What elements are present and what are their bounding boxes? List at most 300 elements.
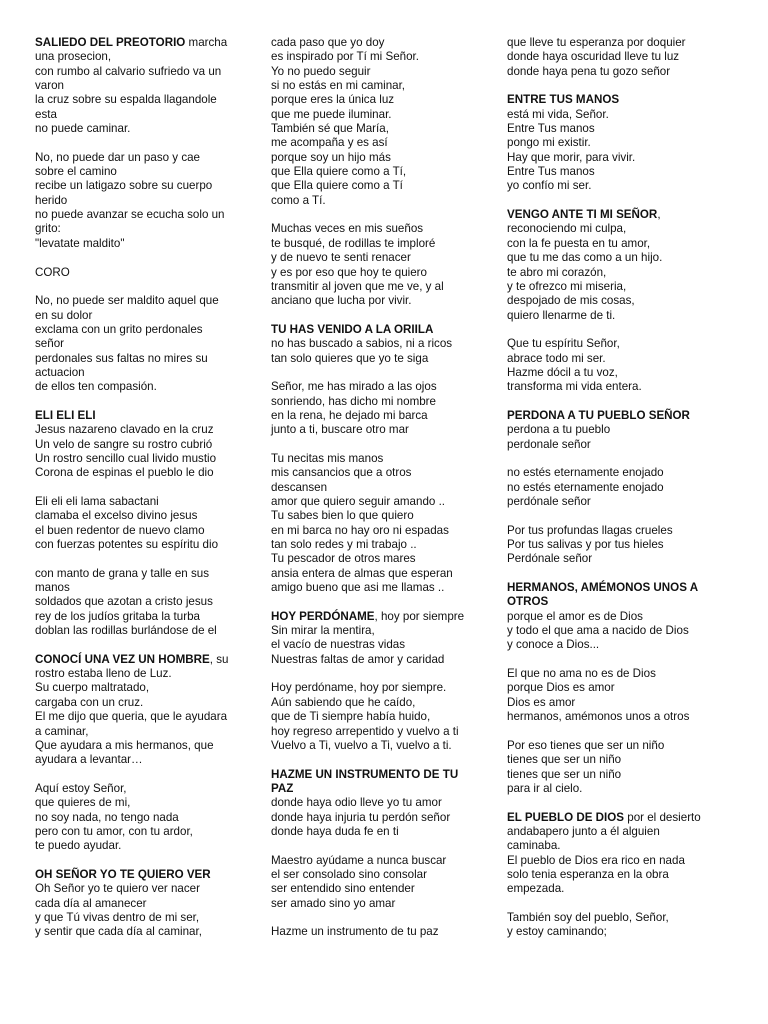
lyric-text: Eli eli eli lama sabactani bbox=[35, 495, 159, 508]
lyric-text: y es por eso que hoy te quiero bbox=[271, 265, 427, 279]
lyric-text: reconociendo mi culpa, bbox=[507, 222, 627, 236]
lyric-text: empezada. bbox=[507, 882, 565, 896]
lyric-line bbox=[35, 93, 257, 107]
lyric-text: No, no puede ser maldito aquel que bbox=[35, 294, 219, 308]
lyric-text: en la rena, he dejado mi barca bbox=[271, 408, 428, 422]
lyric-text: te abro mi corazón, bbox=[507, 265, 607, 279]
blank-line bbox=[271, 839, 493, 853]
lyric-text: CORO bbox=[35, 265, 70, 279]
lyric-line bbox=[507, 739, 739, 753]
lyric-line bbox=[35, 323, 257, 337]
lyric-line bbox=[507, 136, 739, 150]
lyric-text: andabapero junto a él alguien bbox=[507, 824, 660, 838]
lyric-text: Jesus nazareno clavado en la cruz bbox=[35, 423, 214, 437]
lyric-text: Señor, me has mirado a las ojos bbox=[271, 380, 437, 394]
song-title-line bbox=[507, 93, 739, 107]
blank-line bbox=[507, 323, 739, 337]
blank-line bbox=[507, 897, 739, 911]
lyric-text: Sin mirar la mentira, bbox=[271, 624, 375, 638]
lyric-line bbox=[35, 65, 257, 79]
lyric-text: y conoce a Dios... bbox=[507, 638, 600, 652]
lyric-text: Tu pescador de otros mares bbox=[271, 552, 416, 566]
blank-line bbox=[271, 438, 493, 452]
lyric-line bbox=[507, 165, 739, 179]
song-title-line bbox=[35, 409, 257, 423]
lyric-line bbox=[271, 925, 493, 939]
lyric-text: no estés eternamente enojado bbox=[507, 466, 664, 480]
lyric-text: cada día al amanecer bbox=[35, 896, 147, 910]
lyric-text: si no estás en mi caminar, bbox=[271, 79, 406, 93]
lyric-line bbox=[35, 495, 257, 509]
lyric-line bbox=[271, 337, 493, 351]
lyric-line bbox=[35, 911, 257, 925]
lyric-line bbox=[507, 438, 739, 452]
column-1 bbox=[35, 36, 257, 940]
lyric-text: de ellos ten compasión. bbox=[35, 380, 157, 394]
song-title: TU HAS VENIDO A LA ORIILA bbox=[271, 322, 434, 336]
lyric-text: transmitir al joven que me ve, y al bbox=[271, 279, 444, 293]
lyric-text: y sentir que cada día al caminar, bbox=[35, 925, 202, 939]
lyric-line bbox=[271, 725, 493, 739]
lyric-line bbox=[271, 466, 493, 480]
blank-line bbox=[35, 768, 257, 782]
lyric-line bbox=[507, 222, 739, 236]
lyric-line bbox=[35, 897, 257, 911]
song-title: PAZ bbox=[271, 781, 294, 795]
lyric-line bbox=[271, 452, 493, 466]
lyric-line bbox=[507, 495, 739, 509]
lyric-line bbox=[507, 179, 739, 193]
lyric-line bbox=[271, 93, 493, 107]
lyric-text: Por tus salivas y por tus hieles bbox=[507, 538, 664, 552]
lyric-line bbox=[35, 208, 257, 222]
lyric-line bbox=[35, 466, 257, 480]
lyric-line bbox=[507, 251, 739, 265]
song-title-line bbox=[35, 36, 257, 50]
lyric-text: Muchas veces en mis sueños bbox=[271, 222, 424, 236]
lyric-text: y te ofrezco mi miseria, bbox=[507, 279, 627, 293]
lyric-line bbox=[271, 179, 493, 193]
lyric-text: la cruz sobre su espalda llagandole bbox=[35, 93, 217, 107]
blank-line bbox=[507, 653, 739, 667]
lyric-line bbox=[507, 237, 739, 251]
lyric-text: que Ella quiere como a Tí bbox=[271, 179, 403, 193]
lyric-text: También soy del pueblo, Señor, bbox=[507, 910, 669, 924]
lyric-text: sonriendo, has dicho mi nombre bbox=[271, 394, 436, 408]
lyric-line bbox=[507, 108, 739, 122]
lyric-text: Nuestras faltas de amor y caridad bbox=[271, 652, 445, 666]
lyric-text: Corona de espinas el pueblo le dio bbox=[35, 466, 214, 480]
lyric-line bbox=[35, 825, 257, 839]
song-title: ELI ELI ELI bbox=[35, 408, 96, 422]
blank-line bbox=[271, 366, 493, 380]
blank-line bbox=[35, 481, 257, 495]
lyric-line bbox=[35, 438, 257, 452]
lyric-text: y estoy caminando; bbox=[507, 925, 607, 939]
song-title: HAZME UN INSTRUMENTO DE TU bbox=[271, 767, 459, 781]
song-title: HOY PERDÓNAME bbox=[271, 609, 375, 623]
lyric-line bbox=[271, 882, 493, 896]
lyric-line bbox=[271, 739, 493, 753]
lyric-text: para ir al cielo. bbox=[507, 781, 583, 795]
lyric-text: "levatate maldito" bbox=[35, 236, 125, 250]
lyric-line bbox=[271, 696, 493, 710]
lyric-text: pongo mi existir. bbox=[507, 136, 591, 150]
lyric-line bbox=[271, 395, 493, 409]
lyric-line bbox=[507, 667, 739, 681]
lyric-line bbox=[507, 638, 739, 652]
lyric-text: te puedo ayudar. bbox=[35, 839, 122, 853]
lyric-line bbox=[35, 538, 257, 552]
lyric-text: el ser consolado sino consolar bbox=[271, 867, 427, 881]
lyric-line bbox=[35, 567, 257, 581]
lyric-line bbox=[507, 552, 739, 566]
lyric-line bbox=[35, 151, 257, 165]
lyric-text: marcha bbox=[185, 36, 228, 49]
lyric-line bbox=[35, 108, 257, 122]
lyric-text: que quieres de mi, bbox=[35, 796, 131, 810]
blank-line bbox=[35, 251, 257, 265]
lyric-text: perdonale señor bbox=[507, 437, 591, 451]
lyric-line bbox=[271, 122, 493, 136]
song-title: OTROS bbox=[507, 595, 549, 609]
lyric-text: Yo no puedo seguir bbox=[271, 64, 371, 78]
lyric-text: hermanos, amémonos unos a otros bbox=[507, 710, 690, 724]
lyric-text: Hazme un instrumento de tu paz bbox=[271, 925, 439, 939]
blank-line bbox=[507, 796, 739, 810]
lyric-text: y de nuevo te senti renacer bbox=[271, 251, 411, 265]
song-title-line bbox=[35, 868, 257, 882]
lyric-line bbox=[507, 782, 739, 796]
lyric-text: ansia entera de almas que esperan bbox=[271, 566, 453, 580]
blank-line bbox=[35, 552, 257, 566]
blank-line bbox=[507, 725, 739, 739]
lyric-text: me acompaña y es así bbox=[271, 136, 388, 150]
blank-line bbox=[507, 194, 739, 208]
blank-line bbox=[507, 79, 739, 93]
song-title-line bbox=[507, 409, 739, 423]
lyric-text: donde haya injuria tu perdón señor bbox=[271, 810, 451, 824]
lyric-line bbox=[35, 179, 257, 193]
lyric-line bbox=[507, 50, 739, 64]
lyric-line bbox=[271, 796, 493, 810]
lyric-line bbox=[35, 509, 257, 523]
lyric-text: rostro estaba lleno de Luz. bbox=[35, 667, 172, 681]
lyric-line bbox=[271, 36, 493, 50]
lyric-text: solo tenia esperanza en la obra bbox=[507, 867, 669, 881]
lyric-line bbox=[271, 108, 493, 122]
lyric-line bbox=[271, 50, 493, 64]
lyric-text: esta bbox=[35, 107, 57, 121]
lyric-line bbox=[507, 681, 739, 695]
lyric-line bbox=[35, 309, 257, 323]
lyric-line bbox=[35, 796, 257, 810]
lyric-line bbox=[507, 366, 739, 380]
lyric-text: herido bbox=[35, 193, 68, 207]
lyric-line bbox=[507, 337, 739, 351]
lyric-text: te busqué, de rodillas te imploré bbox=[271, 236, 436, 250]
lyric-text: despojado de mis cosas, bbox=[507, 294, 635, 308]
blank-line bbox=[35, 395, 257, 409]
lyric-line bbox=[271, 495, 493, 509]
lyric-line bbox=[507, 280, 739, 294]
lyric-line bbox=[35, 681, 257, 695]
lyric-line bbox=[35, 696, 257, 710]
lyric-line bbox=[507, 423, 739, 437]
lyric-text: no estés eternamente enojado bbox=[507, 480, 664, 494]
blank-line bbox=[271, 208, 493, 222]
song-title-line bbox=[271, 768, 493, 782]
lyric-text: porque soy un hijo más bbox=[271, 150, 391, 164]
blank-line bbox=[507, 567, 739, 581]
song-title-line bbox=[271, 610, 493, 624]
lyric-line bbox=[507, 466, 739, 480]
lyric-text: con manto de grana y talle en sus bbox=[35, 566, 210, 580]
lyric-text: doblan las rodillas burlándose de el bbox=[35, 624, 217, 638]
lyric-line bbox=[507, 839, 739, 853]
lyric-line bbox=[271, 251, 493, 265]
lyric-text: en su dolor bbox=[35, 308, 93, 322]
lyric-text: No, no puede dar un paso y cae bbox=[35, 150, 201, 164]
lyric-line bbox=[507, 36, 739, 50]
lyric-text: Por tus profundas llagas crueles bbox=[507, 523, 673, 537]
lyric-text: donde haya pena tu gozo señor bbox=[507, 64, 671, 78]
lyric-text: pero con tu amor, con tu ardor, bbox=[35, 824, 193, 838]
blank-line bbox=[35, 280, 257, 294]
lyric-text: Que ayudara a mis hermanos, que bbox=[35, 738, 214, 752]
lyric-line bbox=[271, 681, 493, 695]
lyric-text: que me puede iluminar. bbox=[271, 107, 392, 121]
lyric-line bbox=[507, 753, 739, 767]
blank-line bbox=[271, 309, 493, 323]
lyric-line bbox=[35, 423, 257, 437]
lyric-line bbox=[507, 868, 739, 882]
lyric-line bbox=[35, 710, 257, 724]
lyric-text: manos bbox=[35, 581, 70, 595]
lyric-line bbox=[35, 222, 257, 236]
lyric-text: que Ella quiere como a Tí, bbox=[271, 165, 407, 179]
lyric-line bbox=[35, 266, 257, 280]
lyric-text: que lleve tu esperanza por doquier bbox=[507, 36, 686, 49]
lyric-text: perdónale señor bbox=[507, 495, 591, 508]
lyric-text: Perdónale señor bbox=[507, 552, 593, 566]
lyric-text: donde haya oscuridad lleve tu luz bbox=[507, 50, 680, 64]
song-title-line bbox=[271, 323, 493, 337]
lyric-text: Que tu espíritu Señor, bbox=[507, 337, 620, 351]
lyric-text: , su bbox=[209, 652, 229, 666]
song-title: VENGO ANTE TI MI SEÑOR bbox=[507, 208, 658, 222]
lyric-text: quiero llenarme de ti. bbox=[507, 308, 616, 322]
lyric-line bbox=[35, 294, 257, 308]
blank-line bbox=[507, 452, 739, 466]
lyric-line bbox=[35, 839, 257, 853]
blank-line bbox=[271, 595, 493, 609]
lyric-line bbox=[35, 595, 257, 609]
lyric-line bbox=[507, 825, 739, 839]
lyric-text: recibe un latigazo sobre su cuerpo bbox=[35, 179, 213, 193]
lyric-line bbox=[35, 624, 257, 638]
lyric-line bbox=[507, 696, 739, 710]
lyric-line bbox=[507, 380, 739, 394]
lyric-line bbox=[507, 854, 739, 868]
lyric-line bbox=[35, 524, 257, 538]
lyric-text: Su cuerpo maltratado, bbox=[35, 681, 150, 695]
lyric-line bbox=[507, 538, 739, 552]
lyric-text: Hazme dócil a tu voz, bbox=[507, 365, 618, 379]
lyric-line bbox=[35, 237, 257, 251]
blank-line bbox=[35, 638, 257, 652]
lyric-line bbox=[507, 925, 739, 939]
song-title: CONOCÍ UNA VEZ UN HOMBRE bbox=[35, 652, 210, 666]
song-title: ENTRE TUS MANOS bbox=[507, 93, 620, 107]
lyric-text: porque eres la única luz bbox=[271, 93, 395, 107]
lyric-line bbox=[507, 352, 739, 366]
lyric-text: que tu me das como a un hijo. bbox=[507, 251, 663, 265]
song-title: OH SEÑOR YO TE QUIERO VER bbox=[35, 867, 211, 881]
lyric-text: descansen bbox=[271, 480, 328, 494]
song-title-line bbox=[507, 595, 739, 609]
lyric-line bbox=[35, 380, 257, 394]
lyric-line bbox=[271, 380, 493, 394]
lyric-text: ser amado sino yo amar bbox=[271, 896, 396, 910]
lyric-text: Aún sabiendo que he caído, bbox=[271, 695, 416, 709]
lyric-text: perdonales sus faltas no mires su bbox=[35, 351, 208, 365]
lyric-text: grito: bbox=[35, 222, 61, 236]
lyric-line bbox=[507, 65, 739, 79]
lyric-text: clamaba el excelso divino jesus bbox=[35, 509, 198, 523]
lyric-line bbox=[35, 753, 257, 767]
lyric-line bbox=[35, 50, 257, 64]
lyric-text: transforma mi vida entera. bbox=[507, 380, 642, 394]
lyric-text: mis cansancios que a otros bbox=[271, 466, 412, 480]
lyric-line bbox=[271, 624, 493, 638]
lyric-text: ayudara a levantar… bbox=[35, 753, 143, 767]
lyric-line bbox=[271, 409, 493, 423]
lyric-text: donde haya odio lleve yo tu amor bbox=[271, 796, 442, 810]
lyric-line bbox=[507, 151, 739, 165]
lyric-text: el buen redentor de nuevo clamo bbox=[35, 523, 205, 537]
lyric-line bbox=[35, 79, 257, 93]
lyric-line bbox=[271, 266, 493, 280]
lyric-line bbox=[35, 811, 257, 825]
lyric-text: con fuerzas potentes su espíritu dio bbox=[35, 538, 219, 552]
lyric-text: y todo el que ama a nacido de Dios bbox=[507, 624, 689, 638]
lyric-text: señor bbox=[35, 337, 65, 351]
lyric-line bbox=[507, 122, 739, 136]
lyric-line bbox=[35, 782, 257, 796]
lyric-line bbox=[271, 165, 493, 179]
lyric-text: el vacío de nuestras vidas bbox=[271, 638, 406, 652]
lyric-line bbox=[507, 294, 739, 308]
lyric-text: Entre Tus manos bbox=[507, 165, 595, 179]
lyric-text: no has buscado a sabios, ni a ricos bbox=[271, 337, 453, 351]
lyric-line bbox=[271, 237, 493, 251]
lyric-text: junto a ti, buscare otro mar bbox=[271, 423, 409, 437]
lyric-text: tienes que ser un niño bbox=[507, 767, 622, 781]
lyric-line bbox=[35, 194, 257, 208]
blank-line bbox=[271, 753, 493, 767]
lyric-text: que de Ti siempre había huido, bbox=[271, 710, 431, 724]
lyric-line bbox=[35, 366, 257, 380]
lyric-line bbox=[507, 624, 739, 638]
lyric-line bbox=[507, 610, 739, 624]
blank-line bbox=[271, 911, 493, 925]
song-title-line bbox=[35, 653, 257, 667]
lyric-line bbox=[507, 524, 739, 538]
lyric-text: porque el amor es de Dios bbox=[507, 609, 643, 623]
lyric-text: porque Dios es amor bbox=[507, 681, 615, 695]
lyric-text: Un rostro sencillo cual livido mustio bbox=[35, 451, 217, 465]
lyric-line bbox=[271, 79, 493, 93]
lyric-text: anciano que lucha por vivir. bbox=[271, 294, 412, 308]
lyric-line bbox=[271, 280, 493, 294]
lyric-line bbox=[271, 222, 493, 236]
lyric-line bbox=[35, 610, 257, 624]
lyric-line bbox=[35, 739, 257, 753]
lyric-text: Por eso tienes que ser un niño bbox=[507, 738, 665, 752]
song-title-line bbox=[507, 208, 739, 222]
lyric-text: ser entendido sino entender bbox=[271, 882, 415, 896]
lyric-line bbox=[271, 854, 493, 868]
lyric-text: amor que quiero seguir amando .. bbox=[271, 495, 446, 508]
lyric-text: Dios es amor bbox=[507, 695, 576, 709]
lyric-text: Hoy perdóname, hoy por siempre. bbox=[271, 681, 447, 695]
lyric-line bbox=[271, 509, 493, 523]
lyric-text: Entre Tus manos bbox=[507, 122, 595, 136]
lyric-line bbox=[271, 481, 493, 495]
lyric-text: Hay que morir, para vivir. bbox=[507, 150, 636, 164]
blank-line bbox=[271, 667, 493, 681]
lyric-line bbox=[507, 266, 739, 280]
lyric-text: hoy regreso arrepentido y vuelvo a ti bbox=[271, 724, 459, 738]
lyric-text: está mi vida, Señor. bbox=[507, 107, 609, 121]
lyric-line bbox=[35, 725, 257, 739]
lyric-text: soldados que azotan a cristo jesus bbox=[35, 595, 213, 609]
lyric-text: tan solo redes y mi trabajo .. bbox=[271, 538, 417, 552]
lyric-text: con la fe puesta en tu amor, bbox=[507, 236, 651, 250]
lyric-text: rey de los judíos gritaba la turba bbox=[35, 609, 200, 623]
lyric-text: actuacion bbox=[35, 365, 85, 379]
lyric-text: en mi barca no hay oro ni espadas bbox=[271, 523, 449, 537]
lyric-line bbox=[271, 581, 493, 595]
lyric-line bbox=[271, 653, 493, 667]
lyric-line bbox=[507, 710, 739, 724]
lyric-line bbox=[271, 710, 493, 724]
lyric-line bbox=[35, 452, 257, 466]
lyric-text: Tu sabes bien lo que quiero bbox=[271, 509, 414, 523]
lyric-line bbox=[35, 882, 257, 896]
song-title: HERMANOS, AMÉMONOS UNOS A bbox=[507, 581, 699, 595]
lyric-text: Maestro ayúdame a nunca buscar bbox=[271, 853, 447, 867]
lyric-line bbox=[271, 151, 493, 165]
lyric-text: yo confío mi ser. bbox=[507, 179, 592, 193]
lyric-text: Un velo de sangre su rostro cubrió bbox=[35, 437, 213, 451]
lyric-text: donde haya duda fe en ti bbox=[271, 824, 399, 838]
lyric-text: y que Tú vivas dentro de mi ser, bbox=[35, 910, 200, 924]
lyric-line bbox=[507, 768, 739, 782]
column-2 bbox=[271, 36, 493, 940]
blank-line bbox=[35, 854, 257, 868]
lyric-line bbox=[271, 811, 493, 825]
lyric-line bbox=[35, 352, 257, 366]
lyric-text: como a Tí. bbox=[271, 193, 326, 207]
lyric-line bbox=[271, 524, 493, 538]
lyric-line bbox=[271, 423, 493, 437]
lyric-text: a caminar, bbox=[35, 724, 89, 738]
song-title: SALIEDO DEL PREOTORIO bbox=[35, 36, 186, 49]
lyric-text: También sé que María, bbox=[271, 122, 389, 136]
lyric-line bbox=[507, 309, 739, 323]
